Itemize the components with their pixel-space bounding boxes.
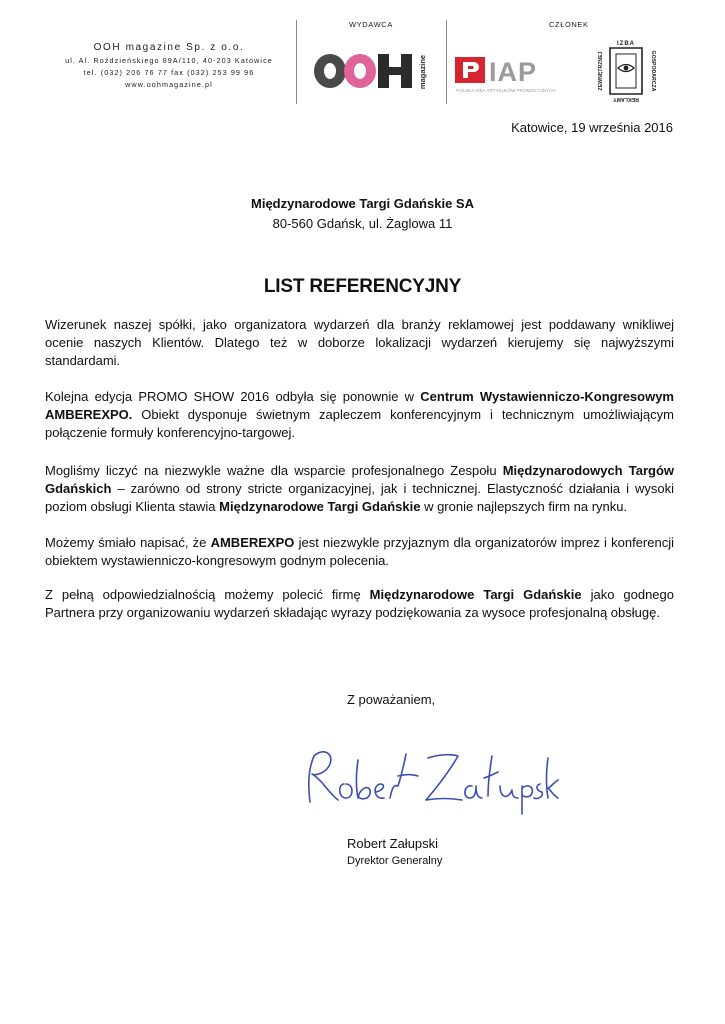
header-divider (296, 20, 297, 104)
piap-logo-text: IAP (489, 57, 538, 87)
text-run: jako godnego Partnera przy organizowaniu wydarzeń składając wyrazy podziękowania za wysoce profesjonalną obsługę. (45, 587, 674, 621)
piap-logo-subtitle: POLSKA IZBA ARTYKUŁÓW PROMOCYJNYCH (456, 88, 556, 93)
text-run: – zarówno od strony stricte organizacyjnej, jak i technicznej. Elastyczność działania i wysoki poziom obsługi Klienta stawia (45, 481, 674, 515)
header-divider (446, 20, 447, 104)
letter-paragraph (45, 462, 674, 517)
letter-title: LIST REFERENCYJNY (263, 276, 462, 297)
company-phone: tel. (032) 206 76 77 fax (032) 253 99 96 (83, 68, 255, 77)
izba-logo-top: IZBA (617, 41, 635, 47)
ooh-logo-vertical-text: magazine (418, 54, 427, 90)
text-run: Mogliśmy liczyć na niezwykle ważne dla wsparcie profesjonalnego Zespołu (45, 463, 503, 478)
letter-paragraph (45, 388, 674, 443)
text-run: jest niezwykle przyjaznym dla organizatorów imprez i konferencji obiektem wystawienniczo-kongresowym godnym polecenia. (45, 535, 674, 569)
izba-logo-bottom: REKLAMY (613, 96, 639, 102)
bold-text: Międzynarodowe Targi Gdańskie (369, 587, 582, 602)
company-web: www.oohmagazine.pl (125, 80, 213, 89)
ooh-magazine-logo (314, 50, 434, 94)
text-run: Obiekt dysponuje świetnym zapleczem konferencyjnym i technicznym umożliwiającym połączenie formuły konferencyjno-targowej. (45, 407, 674, 441)
izba-reklamy-logo (596, 40, 666, 104)
bold-text: AMBEREXPO (210, 535, 295, 550)
handwritten-signature (300, 740, 560, 815)
text-run: Wizerunek naszej spółki, jako organizatora wydarzeń dla branży reklamowej jest poddawany wnikliwej ocenie naszych Klientów. Dlatego też w doborze lokalizacji wydarzeń kierujemy się najwyższymi standardami. (45, 317, 674, 369)
text-run: Z pełną odpowiedzialnością możemy polecić firmę (45, 587, 370, 602)
izba-logo-left: ZEWNĘTRZNEJ (598, 51, 604, 91)
signer-title: Dyrektor Generalny (347, 855, 443, 867)
text-run: Możemy śmiało napisać, że (45, 535, 211, 550)
letter-paragraph (45, 534, 674, 570)
signer-name: Robert Załupski (347, 836, 439, 851)
recipient-name: Międzynarodowe Targi Gdańskie SA (251, 196, 474, 211)
company-info (40, 42, 298, 89)
bold-text: Centrum Wystawienniczo-Kongresowym AMBEREXPO. (45, 389, 674, 423)
piap-logo (455, 55, 575, 97)
text-run: Kolejna edycja PROMO SHOW 2016 odbyła się ponownie w (45, 389, 421, 404)
bold-text: Międzynarodowe Targi Gdańskie (219, 499, 421, 515)
letter-date: Katowice, 19 września 2016 (511, 120, 673, 135)
member-label: CZŁONEK (549, 20, 589, 29)
bold-text: Międzynarodowych Targów Gdańskich (45, 463, 675, 497)
izba-logo-right: GOSPODARCZA (650, 50, 656, 92)
publisher-label: WYDAWCA (349, 20, 393, 29)
company-name: OOH magazine Sp. z o.o. (93, 42, 245, 53)
letter-paragraph (45, 586, 674, 622)
company-address: ul. Al. Roździeńskiego 89A/110, 40-203 Katowice (65, 56, 273, 65)
text-run: w gronie najlepszych firm na rynku. (420, 499, 628, 515)
closing-salutation: Z poważaniem, (347, 692, 436, 707)
letter-paragraph (45, 316, 674, 371)
recipient-address: 80-560 Gdańsk, ul. Żaglowa 11 (272, 216, 453, 231)
